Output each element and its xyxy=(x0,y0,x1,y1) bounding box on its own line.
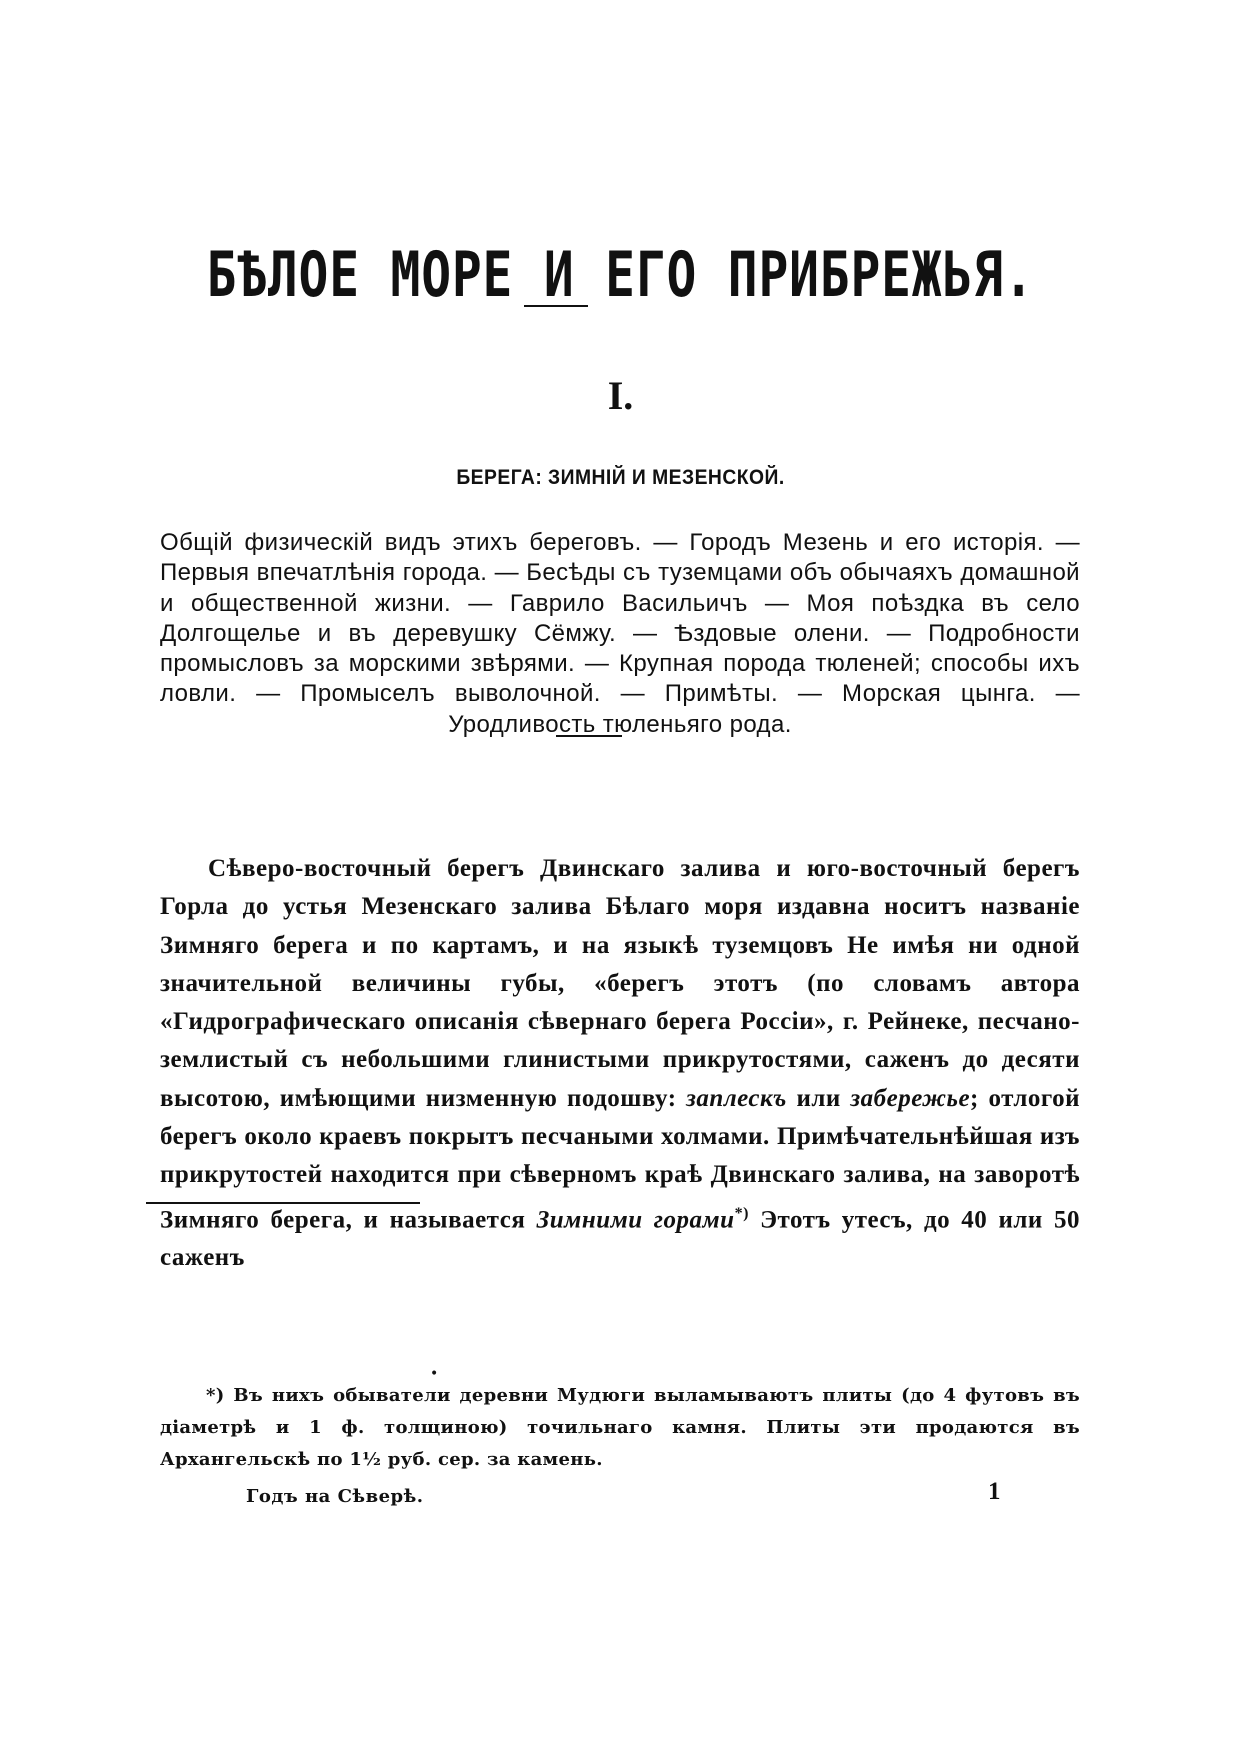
term-zapleskъ: заплескъ xyxy=(686,1084,787,1112)
body-text-part: ; отлогой берегъ около краевъ покрытъ песчаными холмами. Примѣчательнѣйшая изъ прикрутостей находится при сѣверномъ краѣ Двинскаго залива, на заворотѣ Зимняго берега, и называется xyxy=(160,1084,1080,1233)
chapter-summary: Общій физическій видъ этихъ береговъ. — Городъ Мезень и его исторія. — Первыя впечатлѣнія города. — Бесѣды съ туземцами объ обычаяхъ домашной и общественной жизни. — Гаврило Васильичъ — Моя поѣздка въ село Долгощелье и въ деревушку Сёмжу. — Ѣздовые олени. — Подробности промысловъ за морскими звѣрями. — Крупная порода тюленей; способы ихъ ловли. — Промыселъ выволочной. — Примѣты. — Морская цынга. — Уродливость тюленьяго рода. xyxy=(160,529,1080,738)
chapter-heading: БЕРЕГА: ЗИМНІЙ И МЕЗЕНСКОЙ. xyxy=(456,466,785,489)
term-zaberezhye: забережье xyxy=(850,1084,971,1112)
body-text-part: Этотъ утесъ, до 40 или 50 саженъ xyxy=(160,1206,1080,1272)
footnote-reference: *) xyxy=(734,1204,749,1222)
summary-divider xyxy=(556,735,622,737)
footnote-divider xyxy=(146,1202,420,1204)
page-title: БѢЛОЕ МОРЕ И ЕГО ПРИБРЕЖЬЯ. xyxy=(206,238,1035,311)
chapter-number: I. xyxy=(607,373,634,418)
body-text-part: или xyxy=(786,1084,851,1112)
running-title: Годъ на Сѣверѣ. xyxy=(246,1486,424,1507)
footnote-text: Въ нихъ обыватели деревни Мудюги выламываютъ плиты (до 4 футовъ въ діаметрѣ и 1 ф. толщиною) точильнаго камня. Плиты эти продаются въ Архангельскѣ по 1½ руб. сер. за камень. xyxy=(160,1385,1080,1470)
footnote-marker: *) xyxy=(206,1385,225,1406)
page-number: 1 xyxy=(988,1478,1001,1505)
title-divider xyxy=(524,305,588,307)
body-paragraph xyxy=(160,850,1080,1278)
body-text-part: Сѣверо-восточный берегъ Двинскаго залива и юго-восточный берегъ Горла до устья Мезенскаго залива Бѣлаго моря издавна носитъ названіе Зимняго берега и по картамъ, и на языкѣ туземцовъ Не имѣя ни одной значительной величины губы, «берегъ этотъ (по словамъ автора «Гидрографическаго описанія сѣвернаго берега Россіи», г. Рейнеке, песчано-землистый съ небольшими глинистыми прикрутостями, саженъ до десяти высотою, имѣющими низменную подошву: xyxy=(160,855,1080,1112)
term-zimnie-gory: Зимними горами xyxy=(536,1206,735,1233)
footnote xyxy=(160,1380,1080,1476)
bullet-mark: • xyxy=(430,1366,439,1382)
